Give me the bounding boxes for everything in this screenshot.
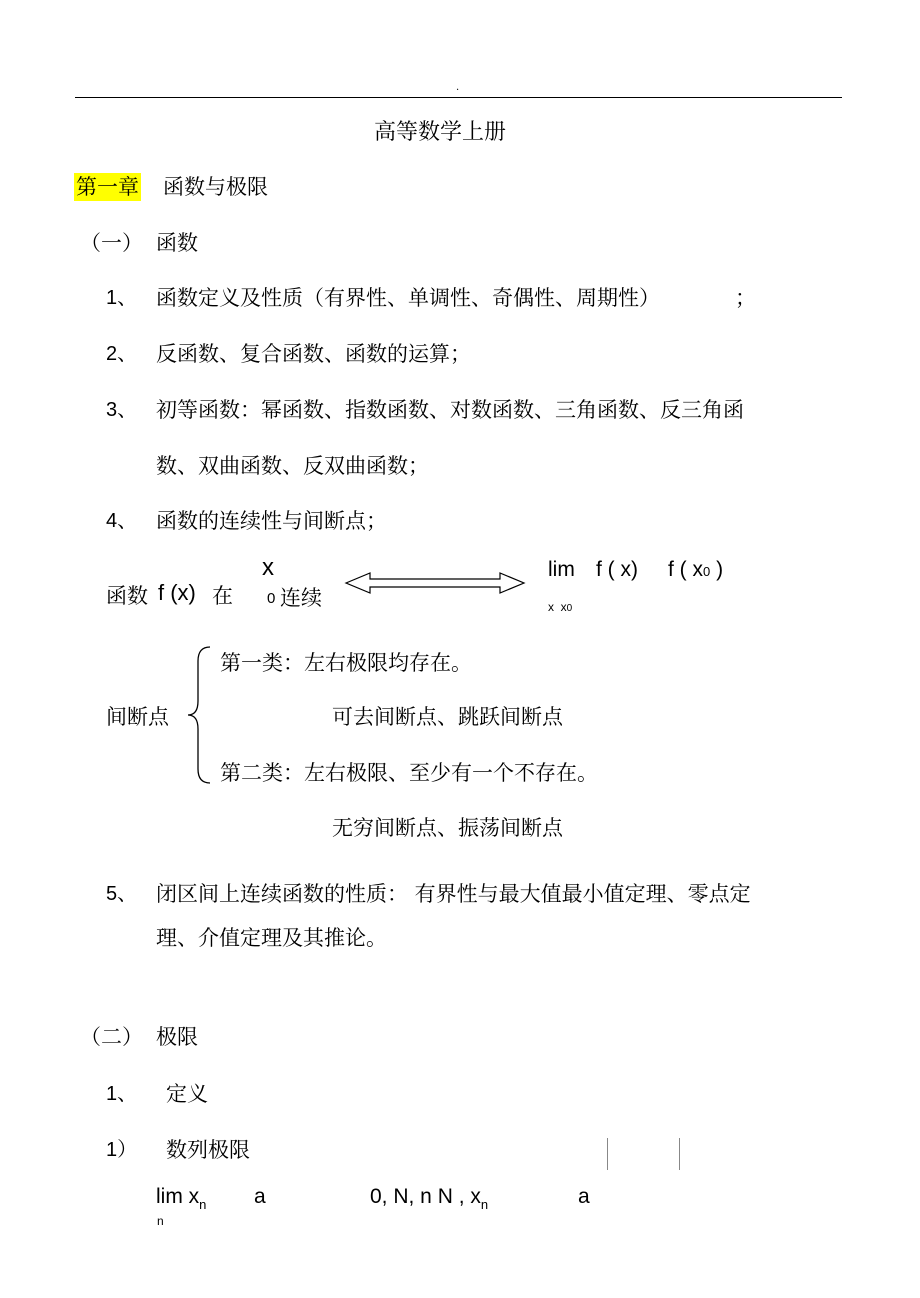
item3-text: 初等函数：幂函数、指数函数、对数函数、三角函数、反三角函 [156,398,744,422]
limit-under [548,600,572,614]
seq-cond [370,1185,489,1212]
limit-fx0-main: f ( x [668,558,703,581]
section2-heading-num: （二） [80,1025,143,1049]
item4-text: 函数的连续性与间断点； [156,509,387,533]
section1-heading: 函数 [156,231,198,255]
continuity-x: x [262,554,274,581]
limit-under-sub: 0 [566,603,573,614]
item4-num: 4、 [106,510,138,532]
continuity-cont: 连续 [280,586,322,610]
seq-a: a [254,1185,266,1208]
s2-item1-text: 定义 [166,1082,208,1106]
continuity-fx: f (x) [158,580,196,605]
vertical-bar-right [679,1138,680,1170]
item1-text: 函数定义及性质（有界性、单调性、奇偶性、周期性） [156,286,660,310]
chapter-heading [74,174,268,200]
item1-num: 1、 [106,287,138,309]
s2-item1-num: 1、 [106,1083,138,1105]
chapter-name: 函数与极限 [163,175,268,199]
s2-item1a-num: 1） [106,1139,138,1161]
item2-num: 2、 [106,343,138,365]
discontinuity-type2: 第二类：左右极限、至少有一个不存在。 [220,761,598,785]
item1-tail: ； [735,286,756,310]
discontinuity-type1-sub: 可去间断点、跳跃间断点 [332,705,563,729]
seq-cond-main: 0, N, n N , x [370,1185,481,1208]
discontinuity-label: 间断点 [106,705,169,729]
s2-item1a-text: 数列极限 [166,1138,250,1162]
section1-heading-num: （一） [80,231,143,255]
item3-num: 3、 [106,399,138,421]
limit-fx0 [668,558,723,582]
double-arrow-icon [344,570,526,596]
item3-text-cont: 数、双曲函数、反双曲函数； [156,454,429,478]
limit-fx0-sub: 0 [703,564,711,579]
item5-num: 5、 [106,883,138,905]
seq-lim-main: lim x [156,1185,200,1208]
limit-under-x: x [548,600,554,614]
limit-under-x0: x [560,600,567,614]
limit-lim: lim [548,558,575,581]
continuity-zero: 0 [267,590,276,607]
item2-text: 反函数、复合函数、函数的运算； [156,342,471,366]
chapter-label: 第一章 [76,175,139,199]
vertical-bar-left [607,1138,608,1170]
seq-lim-sub: n [199,1197,207,1212]
item5-text: 闭区间上连续函数的性质： 有界性与最大值最小值定理、零点定 [156,882,751,906]
section2-heading: 极限 [156,1025,198,1049]
item5-text-cont: 理、介值定理及其推论。 [156,926,387,950]
seq-a2: a [578,1185,590,1208]
discontinuity-type2-sub: 无穷间断点、振荡间断点 [332,816,563,840]
seq-lim [156,1185,207,1212]
continuity-prefix: 函数 [106,584,148,608]
page-title: 高等数学上册 [374,120,507,145]
continuity-at: 在 [212,584,233,608]
seq-under: n [157,1214,164,1228]
limit-fx: f ( x) [596,558,638,581]
discontinuity-type1: 第一类：左右极限均存在。 [220,651,472,675]
seq-cond-sub: n [480,1197,489,1212]
left-brace-icon [186,645,214,785]
header-dot: . [456,82,460,93]
header-rule [75,97,842,98]
limit-fx0-close: ) [716,558,724,581]
